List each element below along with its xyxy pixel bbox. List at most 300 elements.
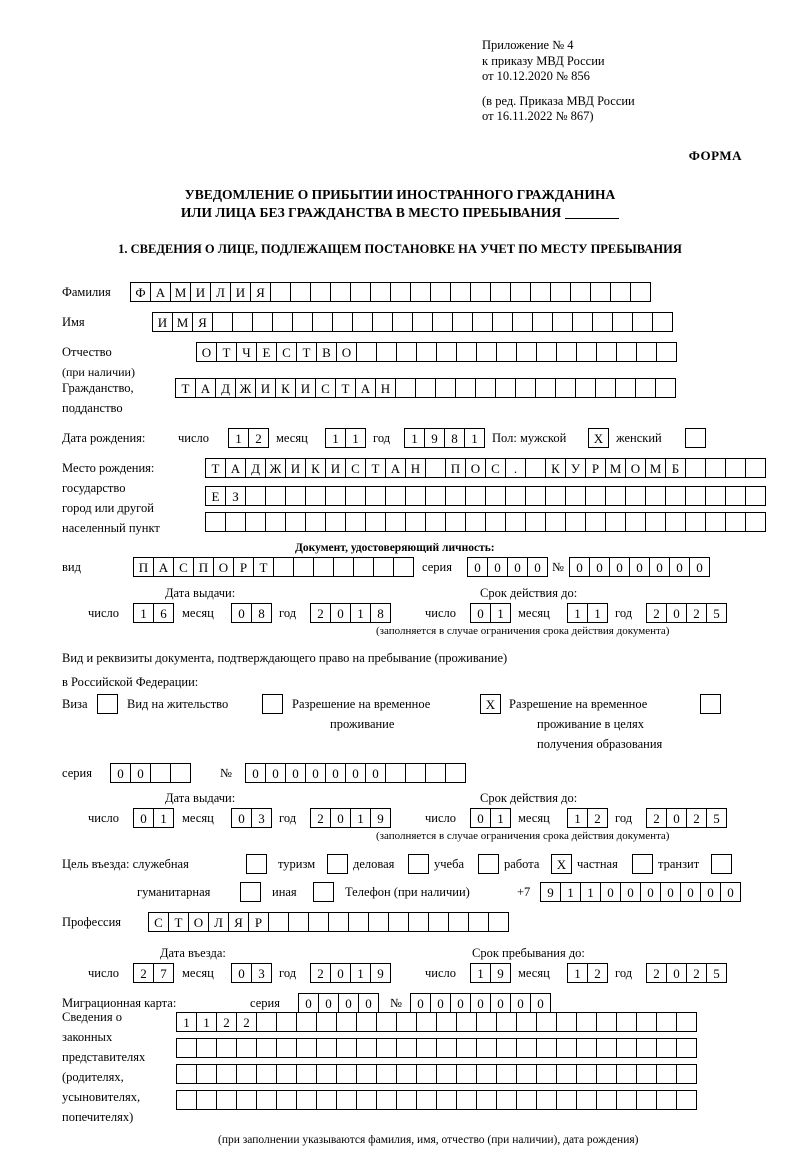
- char-cell[interactable]: [665, 512, 686, 532]
- name-input[interactable]: [152, 312, 672, 332]
- char-cell[interactable]: 1: [196, 1012, 217, 1032]
- char-cell[interactable]: П: [193, 557, 214, 577]
- char-cell[interactable]: 0: [666, 963, 687, 983]
- char-cell[interactable]: [665, 486, 686, 506]
- char-cell[interactable]: 0: [330, 963, 351, 983]
- char-cell[interactable]: [412, 312, 433, 332]
- char-cell[interactable]: [333, 557, 354, 577]
- char-cell[interactable]: 9: [370, 808, 391, 828]
- stay-series-input[interactable]: [110, 763, 190, 783]
- char-cell[interactable]: 0: [470, 603, 491, 623]
- char-cell[interactable]: X: [551, 854, 572, 874]
- char-cell[interactable]: [373, 557, 394, 577]
- char-cell[interactable]: [330, 282, 351, 302]
- char-cell[interactable]: [625, 512, 646, 532]
- char-cell[interactable]: 0: [530, 993, 551, 1013]
- char-cell[interactable]: [396, 1090, 417, 1110]
- char-cell[interactable]: [305, 486, 326, 506]
- char-cell[interactable]: [445, 763, 466, 783]
- char-cell[interactable]: А: [225, 458, 246, 478]
- char-cell[interactable]: [685, 428, 706, 448]
- char-cell[interactable]: [296, 1090, 317, 1110]
- char-cell[interactable]: П: [445, 458, 466, 478]
- char-cell[interactable]: [252, 312, 273, 332]
- char-cell[interactable]: [572, 312, 593, 332]
- birth-year-input[interactable]: [404, 428, 484, 448]
- char-cell[interactable]: [316, 1038, 337, 1058]
- char-cell[interactable]: [488, 912, 509, 932]
- char-cell[interactable]: [265, 486, 286, 506]
- char-cell[interactable]: 1: [350, 603, 371, 623]
- char-cell[interactable]: [512, 312, 533, 332]
- char-cell[interactable]: [205, 512, 226, 532]
- char-cell[interactable]: М: [170, 282, 191, 302]
- char-cell[interactable]: [656, 342, 677, 362]
- char-cell[interactable]: [576, 1090, 597, 1110]
- char-cell[interactable]: [425, 512, 446, 532]
- char-cell[interactable]: [405, 486, 426, 506]
- char-cell[interactable]: 2: [646, 963, 667, 983]
- char-cell[interactable]: [636, 1064, 657, 1084]
- char-cell[interactable]: О: [196, 342, 217, 362]
- char-cell[interactable]: 0: [660, 882, 681, 902]
- char-cell[interactable]: [396, 1012, 417, 1032]
- char-cell[interactable]: 1: [567, 963, 588, 983]
- char-cell[interactable]: [356, 342, 377, 362]
- char-cell[interactable]: [305, 512, 326, 532]
- char-cell[interactable]: 0: [600, 882, 621, 902]
- char-cell[interactable]: [225, 512, 246, 532]
- char-cell[interactable]: [456, 1090, 477, 1110]
- char-cell[interactable]: [436, 1038, 457, 1058]
- purpose-service-checkbox[interactable]: [246, 854, 266, 874]
- char-cell[interactable]: [556, 1090, 577, 1110]
- char-cell[interactable]: [416, 1012, 437, 1032]
- legal-rep-row-1[interactable]: [176, 1012, 696, 1032]
- char-cell[interactable]: 1: [567, 603, 588, 623]
- char-cell[interactable]: [565, 512, 586, 532]
- char-cell[interactable]: [492, 312, 513, 332]
- char-cell[interactable]: [425, 486, 446, 506]
- char-cell[interactable]: [236, 1038, 257, 1058]
- doc-valid-year-input[interactable]: [646, 603, 726, 623]
- char-cell[interactable]: [636, 1090, 657, 1110]
- char-cell[interactable]: 1: [470, 963, 491, 983]
- char-cell[interactable]: [256, 1012, 277, 1032]
- char-cell[interactable]: [725, 486, 746, 506]
- char-cell[interactable]: [575, 378, 596, 398]
- patronymic-input[interactable]: [196, 342, 676, 362]
- char-cell[interactable]: [416, 1090, 437, 1110]
- char-cell[interactable]: [216, 1090, 237, 1110]
- char-cell[interactable]: [276, 1012, 297, 1032]
- char-cell[interactable]: 0: [510, 993, 531, 1013]
- char-cell[interactable]: [348, 912, 369, 932]
- char-cell[interactable]: Т: [253, 557, 274, 577]
- char-cell[interactable]: [405, 763, 426, 783]
- char-cell[interactable]: 8: [251, 603, 272, 623]
- char-cell[interactable]: [368, 912, 389, 932]
- char-cell[interactable]: 0: [110, 763, 131, 783]
- char-cell[interactable]: И: [285, 458, 306, 478]
- char-cell[interactable]: [395, 378, 416, 398]
- char-cell[interactable]: 9: [540, 882, 561, 902]
- char-cell[interactable]: [645, 486, 666, 506]
- char-cell[interactable]: [612, 312, 633, 332]
- char-cell[interactable]: [552, 312, 573, 332]
- temp-residence-checkbox[interactable]: [480, 694, 500, 714]
- char-cell[interactable]: [615, 378, 636, 398]
- char-cell[interactable]: Л: [208, 912, 229, 932]
- char-cell[interactable]: [545, 512, 566, 532]
- char-cell[interactable]: [456, 342, 477, 362]
- char-cell[interactable]: [685, 512, 706, 532]
- char-cell[interactable]: 0: [358, 993, 379, 1013]
- char-cell[interactable]: [245, 486, 266, 506]
- char-cell[interactable]: Т: [296, 342, 317, 362]
- char-cell[interactable]: [635, 378, 656, 398]
- char-cell[interactable]: [390, 282, 411, 302]
- char-cell[interactable]: Я: [228, 912, 249, 932]
- char-cell[interactable]: [476, 1038, 497, 1058]
- char-cell[interactable]: 8: [370, 603, 391, 623]
- char-cell[interactable]: [505, 512, 526, 532]
- char-cell[interactable]: [285, 486, 306, 506]
- char-cell[interactable]: [456, 1012, 477, 1032]
- char-cell[interactable]: О: [213, 557, 234, 577]
- char-cell[interactable]: 9: [424, 428, 445, 448]
- purpose-tourism-checkbox[interactable]: [327, 854, 347, 874]
- char-cell[interactable]: [310, 282, 331, 302]
- purpose-business-checkbox[interactable]: [408, 854, 428, 874]
- char-cell[interactable]: Т: [205, 458, 226, 478]
- char-cell[interactable]: [570, 282, 591, 302]
- birth-day-input[interactable]: [228, 428, 268, 448]
- char-cell[interactable]: Д: [245, 458, 266, 478]
- char-cell[interactable]: .: [505, 458, 526, 478]
- char-cell[interactable]: М: [605, 458, 626, 478]
- char-cell[interactable]: [576, 1064, 597, 1084]
- char-cell[interactable]: [196, 1064, 217, 1084]
- legal-rep-row-3[interactable]: [176, 1064, 696, 1084]
- char-cell[interactable]: [452, 312, 473, 332]
- char-cell[interactable]: У: [565, 458, 586, 478]
- char-cell[interactable]: [478, 854, 499, 874]
- stay-issue-month-input[interactable]: [231, 808, 271, 828]
- purpose-humanitarian-checkbox[interactable]: [240, 882, 260, 902]
- char-cell[interactable]: 1: [567, 808, 588, 828]
- char-cell[interactable]: [636, 1038, 657, 1058]
- char-cell[interactable]: [556, 1012, 577, 1032]
- char-cell[interactable]: [365, 512, 386, 532]
- char-cell[interactable]: 2: [310, 963, 331, 983]
- stay-valid-year-input[interactable]: [646, 808, 726, 828]
- char-cell[interactable]: [532, 312, 553, 332]
- char-cell[interactable]: 1: [176, 1012, 197, 1032]
- char-cell[interactable]: Ч: [236, 342, 257, 362]
- char-cell[interactable]: [725, 458, 746, 478]
- char-cell[interactable]: [711, 854, 732, 874]
- char-cell[interactable]: [408, 854, 429, 874]
- purpose-study-checkbox[interactable]: [478, 854, 498, 874]
- char-cell[interactable]: [616, 1064, 637, 1084]
- char-cell[interactable]: [376, 1038, 397, 1058]
- char-cell[interactable]: [636, 1012, 657, 1032]
- char-cell[interactable]: 0: [330, 603, 351, 623]
- char-cell[interactable]: [596, 342, 617, 362]
- char-cell[interactable]: [496, 1090, 517, 1110]
- char-cell[interactable]: 0: [345, 763, 366, 783]
- char-cell[interactable]: 2: [310, 808, 331, 828]
- char-cell[interactable]: [516, 342, 537, 362]
- char-cell[interactable]: 0: [640, 882, 661, 902]
- char-cell[interactable]: 2: [686, 603, 707, 623]
- char-cell[interactable]: Т: [335, 378, 356, 398]
- char-cell[interactable]: 0: [470, 993, 491, 1013]
- char-cell[interactable]: [516, 1012, 537, 1032]
- char-cell[interactable]: П: [133, 557, 154, 577]
- char-cell[interactable]: [476, 1012, 497, 1032]
- char-cell[interactable]: 0: [609, 557, 630, 577]
- char-cell[interactable]: [516, 1064, 537, 1084]
- char-cell[interactable]: 0: [285, 763, 306, 783]
- char-cell[interactable]: Н: [405, 458, 426, 478]
- char-cell[interactable]: М: [645, 458, 666, 478]
- char-cell[interactable]: С: [485, 458, 506, 478]
- char-cell[interactable]: 0: [365, 763, 386, 783]
- char-cell[interactable]: [196, 1038, 217, 1058]
- char-cell[interactable]: [285, 512, 306, 532]
- char-cell[interactable]: С: [148, 912, 169, 932]
- char-cell[interactable]: М: [172, 312, 193, 332]
- char-cell[interactable]: [456, 1064, 477, 1084]
- char-cell[interactable]: З: [225, 486, 246, 506]
- char-cell[interactable]: 1: [350, 963, 371, 983]
- char-cell[interactable]: 1: [228, 428, 249, 448]
- char-cell[interactable]: [408, 912, 429, 932]
- char-cell[interactable]: [313, 882, 334, 902]
- edu-residence-checkbox[interactable]: [700, 694, 720, 714]
- doc-issue-day-input[interactable]: [133, 603, 173, 623]
- char-cell[interactable]: 0: [620, 882, 641, 902]
- char-cell[interactable]: [590, 282, 611, 302]
- char-cell[interactable]: [530, 282, 551, 302]
- char-cell[interactable]: [232, 312, 253, 332]
- char-cell[interactable]: Р: [248, 912, 269, 932]
- char-cell[interactable]: [296, 1012, 317, 1032]
- char-cell[interactable]: 0: [666, 808, 687, 828]
- char-cell[interactable]: [485, 512, 506, 532]
- char-cell[interactable]: 2: [310, 603, 331, 623]
- char-cell[interactable]: Я: [192, 312, 213, 332]
- char-cell[interactable]: [428, 912, 449, 932]
- doc-issue-month-input[interactable]: [231, 603, 271, 623]
- char-cell[interactable]: [536, 1012, 557, 1032]
- stay-issue-year-input[interactable]: [310, 808, 390, 828]
- char-cell[interactable]: [376, 1012, 397, 1032]
- char-cell[interactable]: И: [325, 458, 346, 478]
- char-cell[interactable]: [240, 882, 261, 902]
- char-cell[interactable]: [685, 458, 706, 478]
- char-cell[interactable]: [296, 1038, 317, 1058]
- char-cell[interactable]: [445, 486, 466, 506]
- char-cell[interactable]: X: [588, 428, 609, 448]
- char-cell[interactable]: 1: [325, 428, 346, 448]
- birth-place-line-3[interactable]: [205, 512, 765, 532]
- char-cell[interactable]: 9: [370, 963, 391, 983]
- char-cell[interactable]: 8: [444, 428, 465, 448]
- char-cell[interactable]: [262, 694, 283, 714]
- char-cell[interactable]: [396, 342, 417, 362]
- char-cell[interactable]: 0: [689, 557, 710, 577]
- char-cell[interactable]: 0: [325, 763, 346, 783]
- char-cell[interactable]: [268, 912, 289, 932]
- char-cell[interactable]: [212, 312, 233, 332]
- char-cell[interactable]: [292, 312, 313, 332]
- char-cell[interactable]: [435, 378, 456, 398]
- char-cell[interactable]: [176, 1090, 197, 1110]
- char-cell[interactable]: [645, 512, 666, 532]
- doc-valid-day-input[interactable]: [470, 603, 510, 623]
- char-cell[interactable]: [496, 1038, 517, 1058]
- char-cell[interactable]: [592, 312, 613, 332]
- char-cell[interactable]: [505, 486, 526, 506]
- char-cell[interactable]: Т: [216, 342, 237, 362]
- char-cell[interactable]: Е: [205, 486, 226, 506]
- char-cell[interactable]: 1: [560, 882, 581, 902]
- char-cell[interactable]: 0: [629, 557, 650, 577]
- char-cell[interactable]: А: [355, 378, 376, 398]
- char-cell[interactable]: 9: [490, 963, 511, 983]
- char-cell[interactable]: И: [230, 282, 251, 302]
- char-cell[interactable]: [313, 557, 334, 577]
- char-cell[interactable]: [596, 1064, 617, 1084]
- char-cell[interactable]: [356, 1038, 377, 1058]
- char-cell[interactable]: [308, 912, 329, 932]
- char-cell[interactable]: 0: [231, 603, 252, 623]
- char-cell[interactable]: [410, 282, 431, 302]
- char-cell[interactable]: А: [150, 282, 171, 302]
- char-cell[interactable]: К: [305, 458, 326, 478]
- char-cell[interactable]: С: [173, 557, 194, 577]
- char-cell[interactable]: [270, 282, 291, 302]
- char-cell[interactable]: 0: [265, 763, 286, 783]
- char-cell[interactable]: [316, 1012, 337, 1032]
- char-cell[interactable]: [475, 378, 496, 398]
- char-cell[interactable]: [485, 486, 506, 506]
- char-cell[interactable]: [376, 342, 397, 362]
- char-cell[interactable]: [556, 342, 577, 362]
- char-cell[interactable]: [470, 282, 491, 302]
- char-cell[interactable]: [336, 1090, 357, 1110]
- char-cell[interactable]: [576, 342, 597, 362]
- char-cell[interactable]: [610, 282, 631, 302]
- char-cell[interactable]: [465, 486, 486, 506]
- doc-issue-year-input[interactable]: [310, 603, 390, 623]
- legal-rep-row-2[interactable]: [176, 1038, 696, 1058]
- char-cell[interactable]: 7: [153, 963, 174, 983]
- char-cell[interactable]: [625, 486, 646, 506]
- entry-month-input[interactable]: [231, 963, 271, 983]
- char-cell[interactable]: Б: [665, 458, 686, 478]
- char-cell[interactable]: К: [545, 458, 566, 478]
- char-cell[interactable]: 2: [216, 1012, 237, 1032]
- char-cell[interactable]: [296, 1064, 317, 1084]
- char-cell[interactable]: [328, 912, 349, 932]
- char-cell[interactable]: [555, 378, 576, 398]
- char-cell[interactable]: И: [152, 312, 173, 332]
- char-cell[interactable]: 0: [700, 882, 721, 902]
- stay-until-day-input[interactable]: [470, 963, 510, 983]
- char-cell[interactable]: [745, 458, 766, 478]
- doc-valid-month-input[interactable]: [567, 603, 607, 623]
- entry-day-input[interactable]: [133, 963, 173, 983]
- stay-issue-day-input[interactable]: [133, 808, 173, 828]
- char-cell[interactable]: [256, 1038, 277, 1058]
- char-cell[interactable]: [385, 763, 406, 783]
- char-cell[interactable]: Л: [210, 282, 231, 302]
- char-cell[interactable]: [632, 312, 653, 332]
- char-cell[interactable]: [636, 342, 657, 362]
- legal-rep-row-4[interactable]: [176, 1090, 696, 1110]
- doc-series-input[interactable]: [467, 557, 547, 577]
- char-cell[interactable]: 5: [706, 808, 727, 828]
- char-cell[interactable]: 0: [430, 993, 451, 1013]
- char-cell[interactable]: [616, 1012, 637, 1032]
- citizenship-input[interactable]: [175, 378, 675, 398]
- char-cell[interactable]: [496, 1012, 517, 1032]
- char-cell[interactable]: [655, 378, 676, 398]
- char-cell[interactable]: [376, 1064, 397, 1084]
- char-cell[interactable]: 5: [706, 603, 727, 623]
- char-cell[interactable]: 0: [130, 763, 151, 783]
- char-cell[interactable]: [556, 1038, 577, 1058]
- char-cell[interactable]: [376, 1090, 397, 1110]
- residence-checkbox[interactable]: [262, 694, 282, 714]
- char-cell[interactable]: [392, 312, 413, 332]
- char-cell[interactable]: [556, 1064, 577, 1084]
- char-cell[interactable]: [476, 342, 497, 362]
- char-cell[interactable]: Т: [168, 912, 189, 932]
- char-cell[interactable]: 0: [569, 557, 590, 577]
- char-cell[interactable]: [536, 1090, 557, 1110]
- char-cell[interactable]: [316, 1090, 337, 1110]
- char-cell[interactable]: 0: [338, 993, 359, 1013]
- char-cell[interactable]: [273, 557, 294, 577]
- char-cell[interactable]: [448, 912, 469, 932]
- char-cell[interactable]: 0: [589, 557, 610, 577]
- char-cell[interactable]: [525, 458, 546, 478]
- char-cell[interactable]: 1: [404, 428, 425, 448]
- char-cell[interactable]: 2: [646, 603, 667, 623]
- char-cell[interactable]: С: [276, 342, 297, 362]
- char-cell[interactable]: [370, 282, 391, 302]
- char-cell[interactable]: [510, 282, 531, 302]
- char-cell[interactable]: [565, 486, 586, 506]
- char-cell[interactable]: [256, 1090, 277, 1110]
- char-cell[interactable]: 0: [318, 993, 339, 1013]
- char-cell[interactable]: [468, 912, 489, 932]
- char-cell[interactable]: 1: [490, 603, 511, 623]
- char-cell[interactable]: 3: [251, 808, 272, 828]
- char-cell[interactable]: 0: [669, 557, 690, 577]
- char-cell[interactable]: 0: [231, 963, 252, 983]
- char-cell[interactable]: [396, 1064, 417, 1084]
- char-cell[interactable]: [496, 342, 517, 362]
- stay-number-input[interactable]: [245, 763, 465, 783]
- char-cell[interactable]: [515, 378, 536, 398]
- char-cell[interactable]: [656, 1064, 677, 1084]
